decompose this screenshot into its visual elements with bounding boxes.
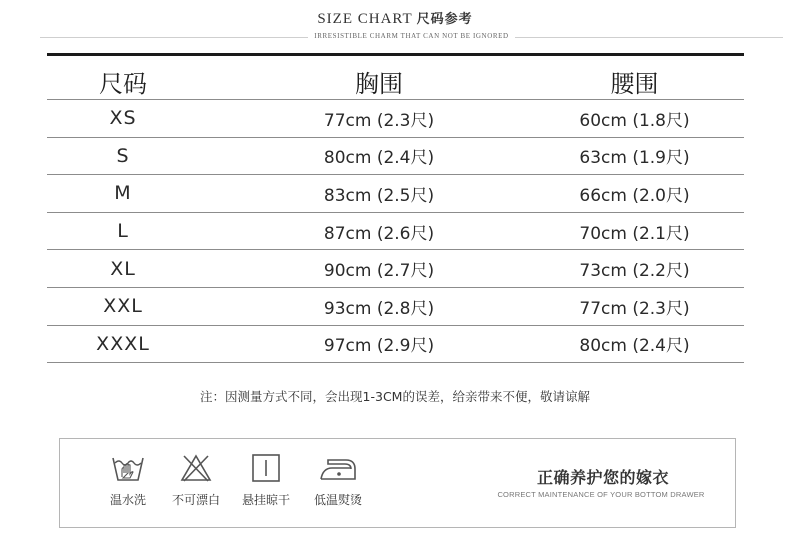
no-bleach-icon — [179, 453, 213, 483]
table-top-bar — [47, 53, 744, 56]
warm-wash-icon — [111, 453, 145, 483]
table-row — [47, 175, 744, 213]
chest-cell: 90cm (2.7尺) — [323, 261, 435, 282]
hang-dry-icon — [249, 453, 283, 483]
table-row — [47, 100, 744, 138]
waist-cell: 70cm (2.1尺) — [579, 223, 690, 244]
care-item-hang-dry — [236, 453, 296, 508]
care-label: 悬挂晾干 — [241, 493, 290, 507]
chest-cell: 83cm (2.5尺) — [323, 185, 435, 206]
care-item-low-iron — [308, 453, 368, 508]
size-cell: M — [114, 182, 132, 205]
care-item-warm-wash — [98, 453, 158, 508]
chest-cell: 87cm (2.6尺) — [323, 223, 435, 244]
chest-cell: 77cm (2.3尺) — [323, 110, 435, 131]
care-item-no-bleach — [166, 453, 226, 508]
size-cell: S — [116, 144, 130, 167]
chest-cell: 93cm (2.8尺) — [323, 298, 435, 319]
title-en: SIZE CHART — [317, 11, 413, 27]
table-row — [47, 326, 744, 364]
header — [0, 8, 790, 28]
care-subtitle: CORRECT MAINTENANCE OF YOUR BOTTOM DRAWER — [497, 490, 705, 499]
size-chart-title — [0, 8, 790, 28]
table-header-row — [47, 64, 744, 100]
low-iron-icon — [318, 453, 358, 483]
waist-cell: 66cm (2.0尺) — [579, 185, 690, 206]
care-title: 正确养护您的嫁衣 — [536, 468, 669, 487]
size-cell: XS — [109, 107, 137, 130]
table-row — [47, 288, 744, 326]
chest-cell: 97cm (2.9尺) — [323, 336, 435, 357]
waist-cell: 80cm (2.4尺) — [579, 336, 690, 357]
measurement-note: 注：因测量方式不同，会出现1-3CM的误差，给亲带来不便，敬请谅解 — [200, 389, 590, 404]
waist-cell: 73cm (2.2尺) — [579, 261, 690, 282]
waist-cell: 77cm (2.3尺) — [579, 298, 690, 319]
care-label: 温水洗 — [109, 493, 146, 507]
chest-cell: 80cm (2.4尺) — [323, 148, 435, 169]
table-row — [47, 250, 744, 288]
table-row — [47, 138, 744, 176]
waist-cell: 60cm (1.8尺) — [579, 110, 690, 131]
care-instructions-box — [59, 438, 736, 528]
size-cell: XXXL — [96, 332, 150, 355]
size-cell: L — [117, 220, 129, 243]
subtitle-band — [40, 30, 783, 44]
size-cell: XXL — [103, 295, 143, 318]
size-cell: XL — [110, 257, 136, 280]
column-header-chest: 胸围 — [355, 70, 403, 98]
size-table — [47, 64, 744, 363]
care-label: 低温熨烫 — [313, 493, 362, 507]
waist-cell: 63cm (1.9尺) — [579, 148, 690, 169]
care-label: 不可漂白 — [171, 493, 220, 507]
title-cn: 尺码参考 — [416, 12, 473, 27]
table-row — [47, 213, 744, 251]
column-header-waist: 腰围 — [610, 70, 659, 98]
column-header-size: 尺码 — [99, 70, 147, 98]
subtitle: IRRESISTIBLE CHARM THAT CAN NOT BE IGNORED — [40, 32, 783, 40]
